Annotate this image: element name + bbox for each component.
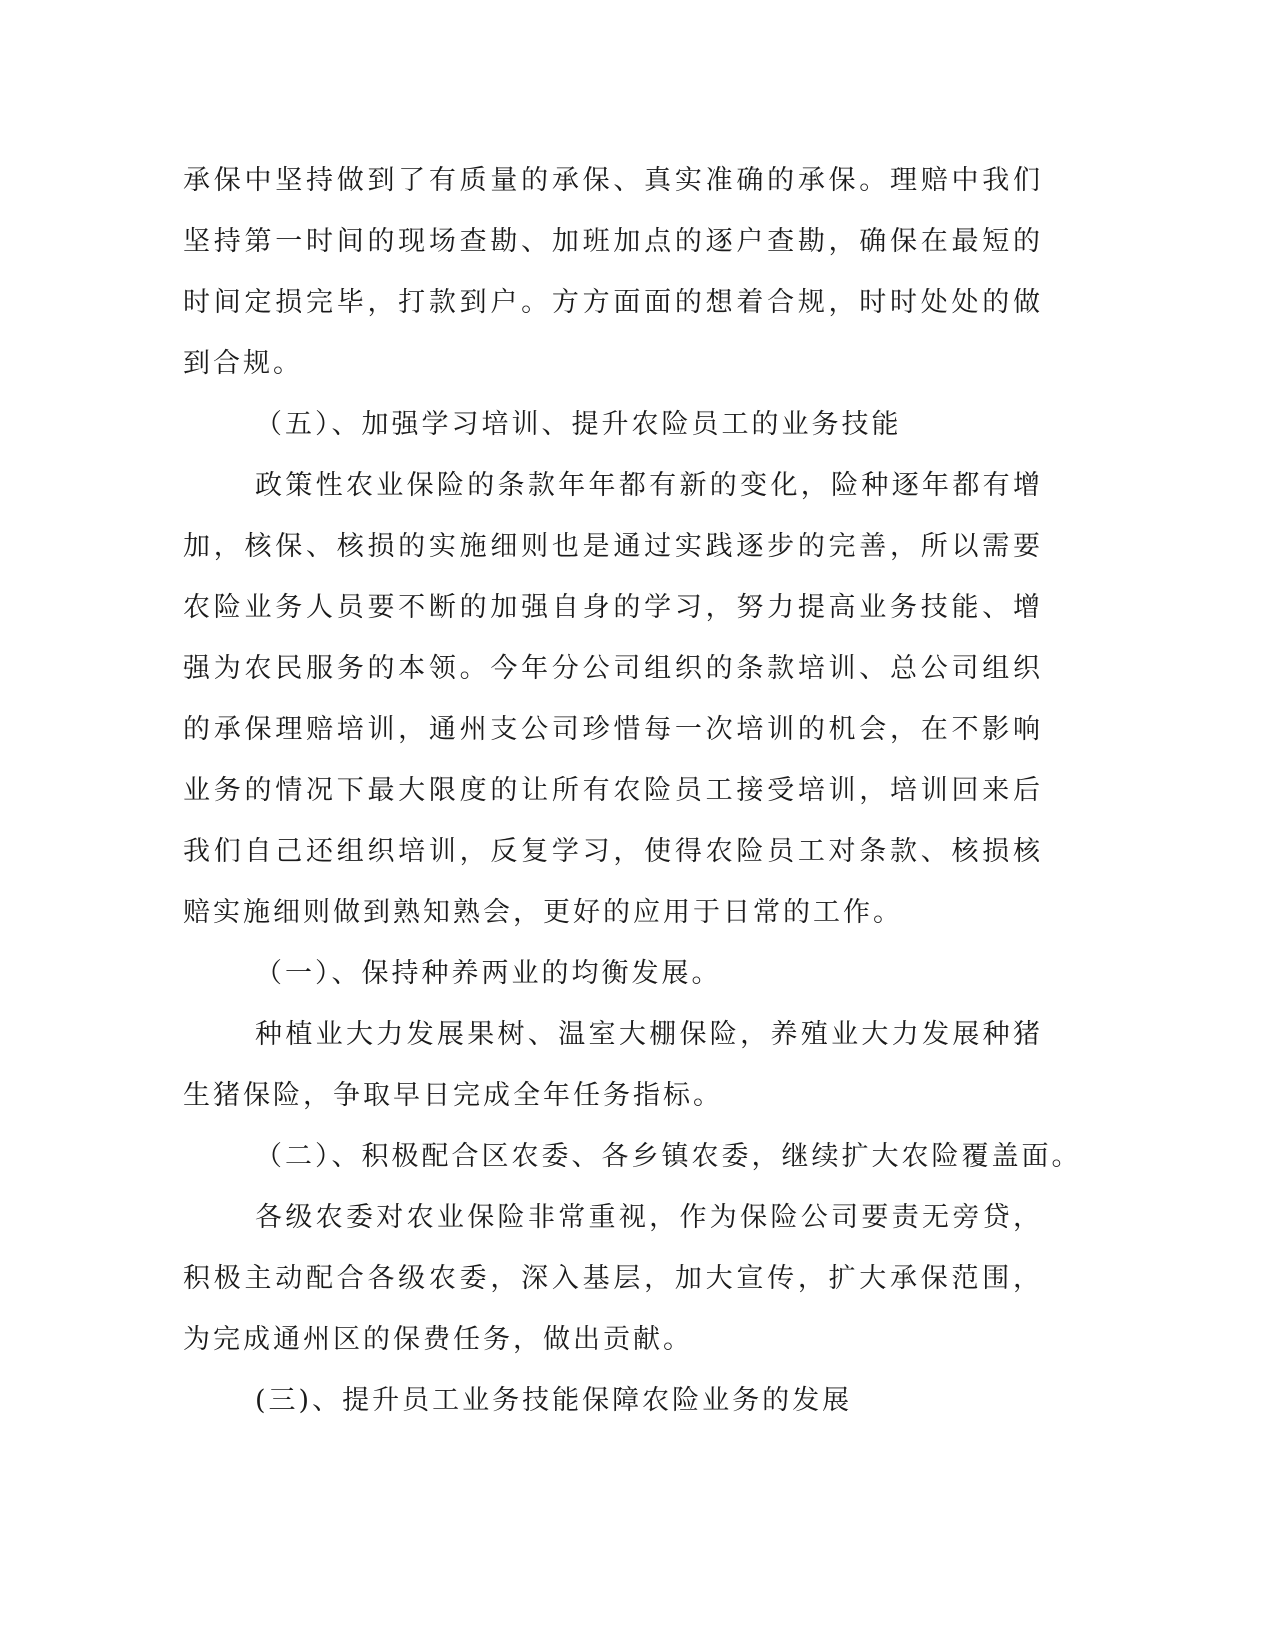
paragraph-balanced-development: 种植业大力发展果树、温室大棚保险，养殖业大力发展种猪生猪保险，争取早日完成全年任务指标。: [183, 1019, 1043, 1111]
paragraph-cooperation: 各级农委对农业保险非常重视，作为保险公司要责无旁贷，积极主动配合各级农委，深入基层，加大宣传，扩大承保范围，为完成通州区的保费任务，做出贡献。: [183, 1202, 1043, 1355]
heading-section-three: (三)、提升员工业务技能保障农险业务的发展: [255, 1385, 853, 1416]
heading-section-five: （五）、加强学习培训、提升农险员工的业务技能: [255, 409, 902, 440]
paragraph-compliance: 承保中坚持做到了有质量的承保、真实准确的承保。理赔中我们坚持第一时间的现场查勘、加班加点的逐户查勘，确保在最短的时间定损完毕，打款到户。方方面面的想着合规，时时处处的做到合规。: [183, 165, 1043, 379]
paragraph-training: 政策性农业保险的条款年年都有新的变化，险种逐年都有增加，核保、核损的实施细则也是通过实践逐步的完善，所以需要农险业务人员要不断的加强自身的学习，努力提高业务技能、增强为农民服务的本领。今年分公司组织的条款培训、总公司组织的承保理赔培训，通州支公司珍惜每一次培训的机会，在不影响业务的情况下最大限度的让所有农险员工接受培训，培训回来后我们自己还组织培训，反复学习，使得农险员工对条款、核损核赔实施细则做到熟知熟会，更好的应用于日常的工作。: [183, 470, 1043, 928]
document-body: [183, 150, 1082, 1431]
heading-section-two: （二）、积极配合区农委、各乡镇农委，继续扩大农险覆盖面。: [255, 1141, 1082, 1172]
heading-section-one: （一）、保持种养两业的均衡发展。: [255, 958, 722, 989]
